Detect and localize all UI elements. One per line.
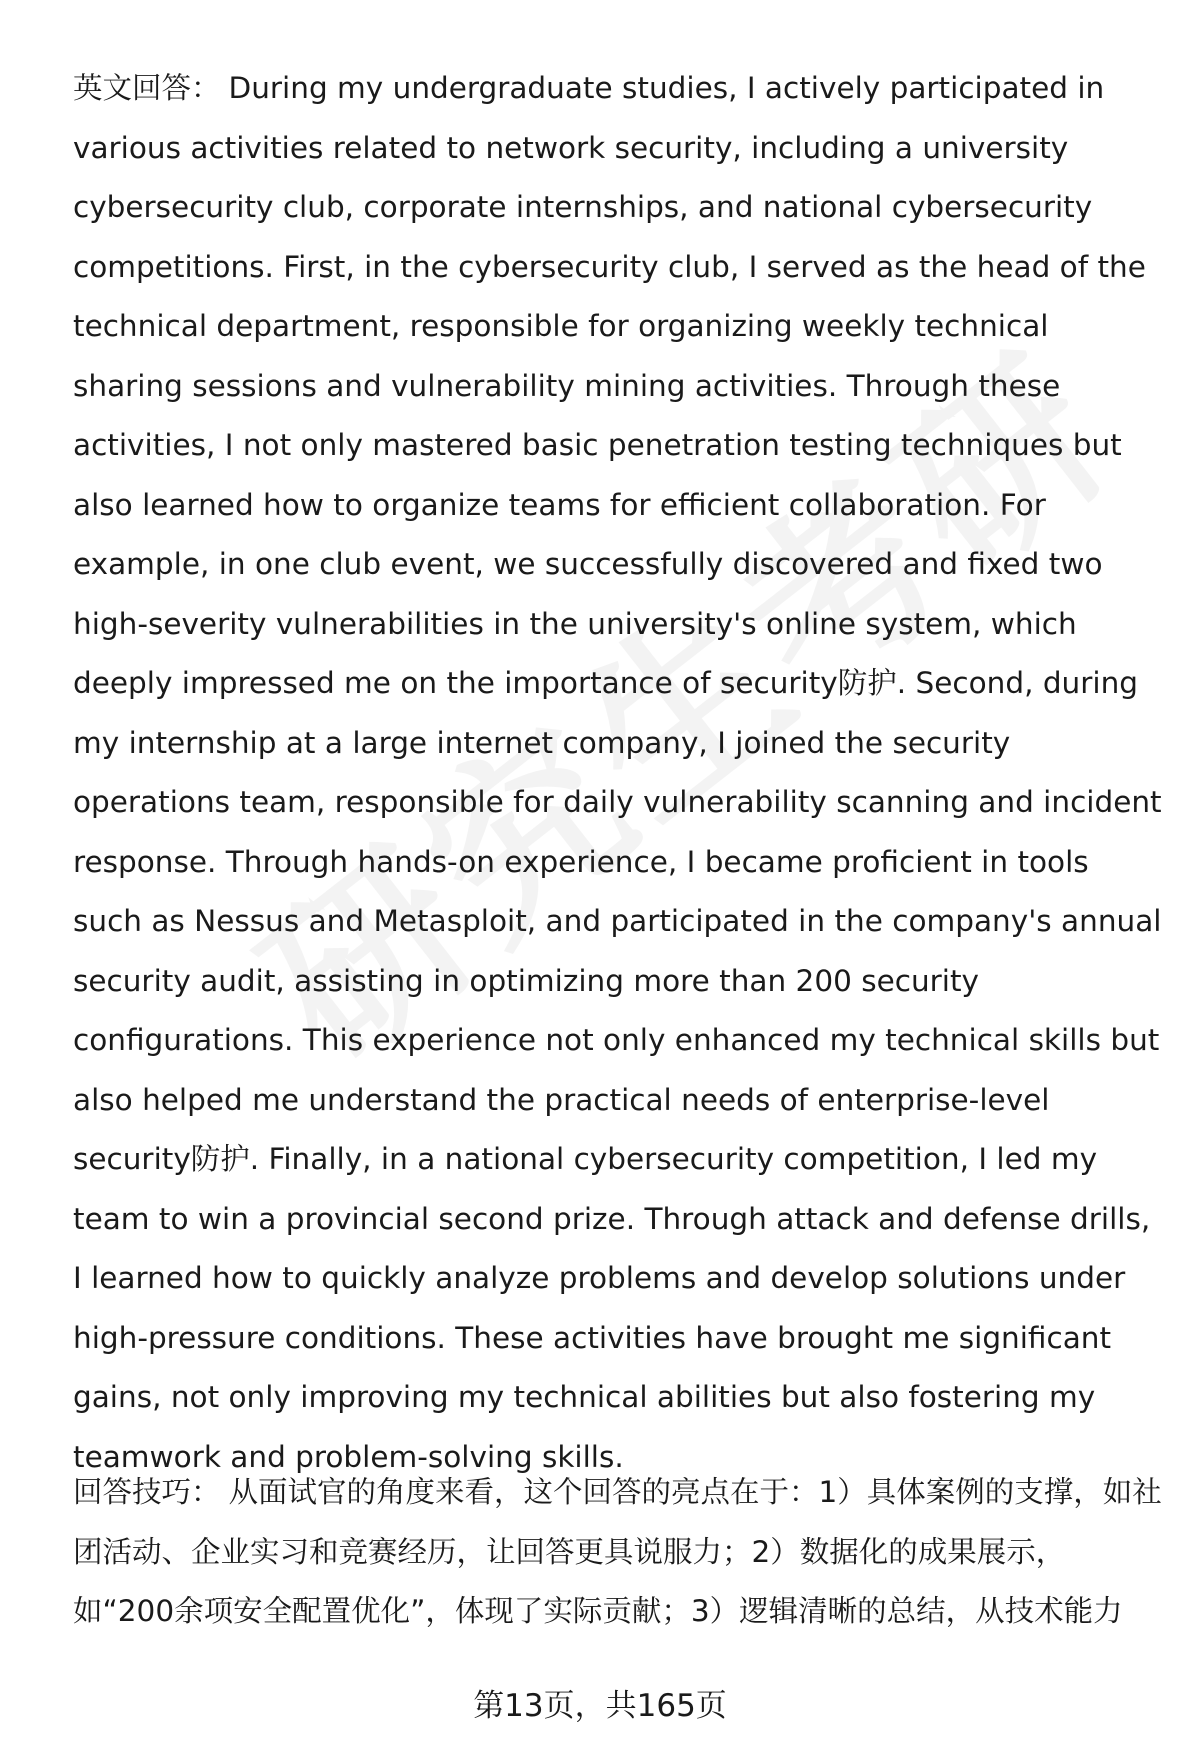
english-answer-paragraph [73,59,1163,1487]
page-number-footer: 第13页，共165页 [473,1688,727,1724]
english-answer-text: During my undergraduate studies, I actively participated in various activities related to network security, including a university cybersecurity club, corporate internships, and national cybersecurity competitions. First, in the cybersecurity club, I served as the head of the technical department, responsible for organizing weekly technical sharing sessions and vulnerability mining activities. Through these activities, I not only mastered basic penetration testing techniques but also learned how to organize teams for efficient collaboration. For example, in one club event, we successfully discovered and fixed two high-severity vulnerabilities in the university's online system, which deeply impressed me on the importance of security防护. Second, during my internship at a large internet company, I joined the security operations team, responsible for daily vulnerability scanning and incident response. Through hands-on experience, I became proficient in tools such as Nessus and Metasploit, and participated in the company's annual security audit, assisting in optimizing more than 200 security configurations. This experience not only enhanced my technical skills but also helped me understand the practical needs of enterprise-level security防护. Finally, in a national cybersecurity competition, I led my team to win a provincial second prize. Through attack and defense drills, I learned how to quickly analyze problems and develop solutions under high-pressure conditions. These activities have brought me significant gains, not only improving my technical abilities but also fostering my teamwork and problem-solving skills. [73,71,1162,1474]
answer-tips-label: 回答技巧： [73,1475,221,1509]
answer-tips-text: 从面试官的角度来看，这个回答的亮点在于：1）具体案例的支撑，如社团活动、企业实习和竞赛经历，让回答更具说服力；2）数据化的成果展示，如“200余项安全配置优化”，体现了实际贡献；3）逻辑清晰的总结，从技术能力 [73,1475,1162,1628]
english-answer-label: 英文回答： [73,71,221,105]
answer-tips-paragraph [73,1463,1163,1642]
